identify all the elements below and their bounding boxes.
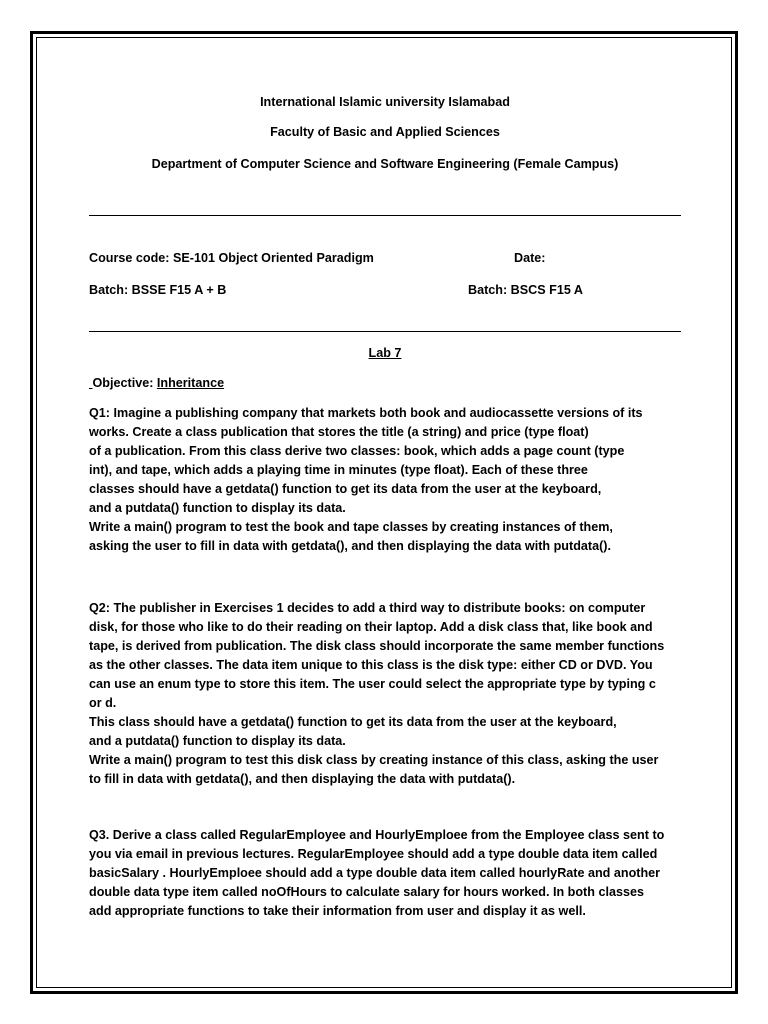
q1-line: Q1: Imagine a publishing company that markets both book and audiocassette versions of its bbox=[89, 406, 643, 420]
q2-line: Q2: The publisher in Exercises 1 decides to add a third way to distribute books: on computer bbox=[89, 601, 646, 615]
question-1 bbox=[89, 404, 681, 556]
course-code: Course code: SE-101 Object Oriented Paradigm bbox=[89, 251, 374, 265]
header-divider bbox=[89, 215, 681, 216]
faculty-title: Faculty of Basic and Applied Sciences bbox=[270, 125, 500, 139]
q1-line: of a publication. From this class derive two classes: book, which adds a page count (type bbox=[89, 444, 625, 458]
q1-line: works. Create a class publication that stores the title (a string) and price (type float) bbox=[89, 425, 589, 439]
q2-line: This class should have a getdata() function to get its data from the user at the keyboard, bbox=[89, 715, 617, 729]
q2-line: can use an enum type to store this item. The user could select the appropriate type by typing c bbox=[89, 677, 656, 691]
q1-line: int), and tape, which adds a playing time in minutes (type float). Each of these three bbox=[89, 463, 588, 477]
q2-line: as the other classes. The data item unique to this class is the disk type: either CD or DVD. You bbox=[89, 658, 653, 672]
question-2 bbox=[89, 599, 681, 789]
q1-line: asking the user to fill in data with getdata(), and then displaying the data with putdata(). bbox=[89, 539, 611, 553]
question-3 bbox=[89, 826, 681, 921]
objective-label: Objective: bbox=[92, 376, 154, 390]
q3-line: basicSalary . HourlyEmploee should add a type double data item called hourlyRate and another bbox=[89, 866, 661, 880]
objective-line bbox=[89, 375, 224, 391]
objective-value: Inheritance bbox=[156, 376, 225, 390]
q1-line: Write a main() program to test the book and tape classes by creating instances of them, bbox=[89, 520, 613, 534]
q2-line: tape, is derived from publication. The disk class should incorporate the same member functions bbox=[89, 639, 665, 653]
q2-line: disk, for those who like to do their reading on their laptop. Add a disk class that, like book and bbox=[89, 620, 653, 634]
batch-right: Batch: BSCS F15 A bbox=[468, 283, 583, 297]
q1-line: and a putdata() function to display its data. bbox=[89, 501, 346, 515]
q1-line: classes should have a getdata() function to get its data from the user at the keyboard, bbox=[89, 482, 602, 496]
q3-line: Q3. Derive a class called RegularEmployee and HourlyEmploee from the Employee class sent to bbox=[89, 828, 665, 842]
q2-line: to fill in data with getdata(), and then displaying the data with putdata(). bbox=[89, 772, 516, 786]
q2-line: Write a main() program to test this disk class by creating instance of this class, asking the user bbox=[89, 753, 659, 767]
q2-line: or d. bbox=[89, 696, 117, 710]
date-label: Date: bbox=[514, 251, 546, 265]
q3-line: double data type item called noOfHours to calculate salary for hours worked. In both classes bbox=[89, 885, 644, 899]
course-divider bbox=[89, 331, 681, 332]
q3-line: you via email in previous lectures. RegularEmployee should add a type double data item called bbox=[89, 847, 658, 861]
university-title: International Islamic university Islamabad bbox=[260, 95, 510, 109]
lab-title: Lab 7 bbox=[368, 346, 402, 360]
q3-line: add appropriate functions to take their information from user and display it as well. bbox=[89, 904, 586, 918]
department-title: Department of Computer Science and Software Engineering (Female Campus) bbox=[151, 157, 619, 171]
batch-left: Batch: BSSE F15 A + B bbox=[89, 283, 227, 297]
q2-line: and a putdata() function to display its data. bbox=[89, 734, 346, 748]
